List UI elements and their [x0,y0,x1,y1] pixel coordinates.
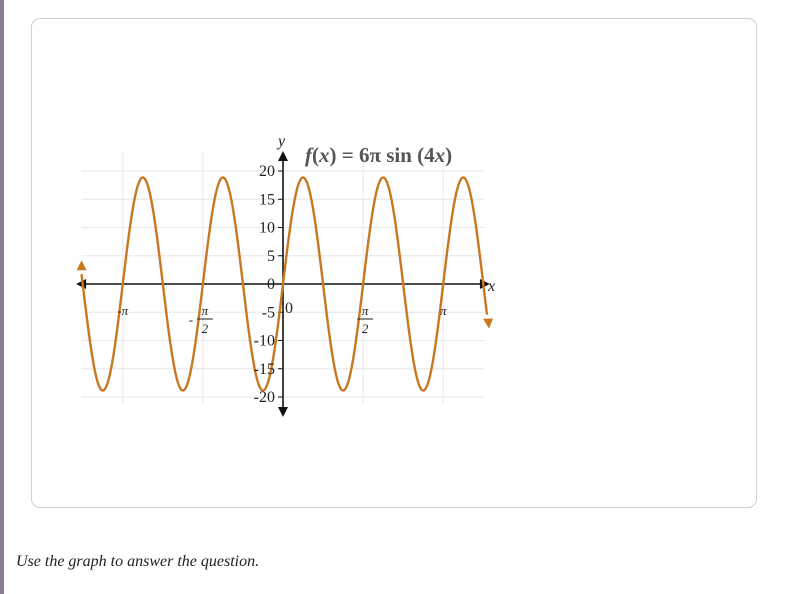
x-tick-label: π [439,303,447,318]
y-tick-label: -5 [261,304,275,322]
x-tick-numerator: π [361,303,369,318]
function-label: f(x) = 6π sin (4x) [305,143,453,167]
y-tick-label: 5 [267,247,275,265]
x-tick-denominator: 2 [201,321,209,336]
y-tick-label: 0 [267,276,275,293]
y-tick-label: 10 [259,219,275,237]
y-tick-label: -10 [253,332,275,350]
question-caption: Use the graph to answer the question. [16,553,260,570]
x-tick-sign: - [188,312,194,327]
x-tick-label: -π [117,303,129,318]
curve-arrow-start [77,260,87,270]
y-axis-label: y [278,133,286,150]
y-tick-label: 20 [259,163,275,180]
y-tick-label: -15 [253,360,275,378]
y-axis-arrow-up [278,151,288,161]
y-tick-label: -20 [253,389,275,406]
x-tick-denominator: 2 [361,321,369,336]
curve-arrow-end [483,319,493,329]
y-axis-arrow-down [278,407,288,417]
x-axis-label: x [488,278,496,295]
x-tick-numerator: π [201,303,209,318]
y-tick-label: 15 [259,191,275,209]
origin-label: 0 [285,300,293,317]
